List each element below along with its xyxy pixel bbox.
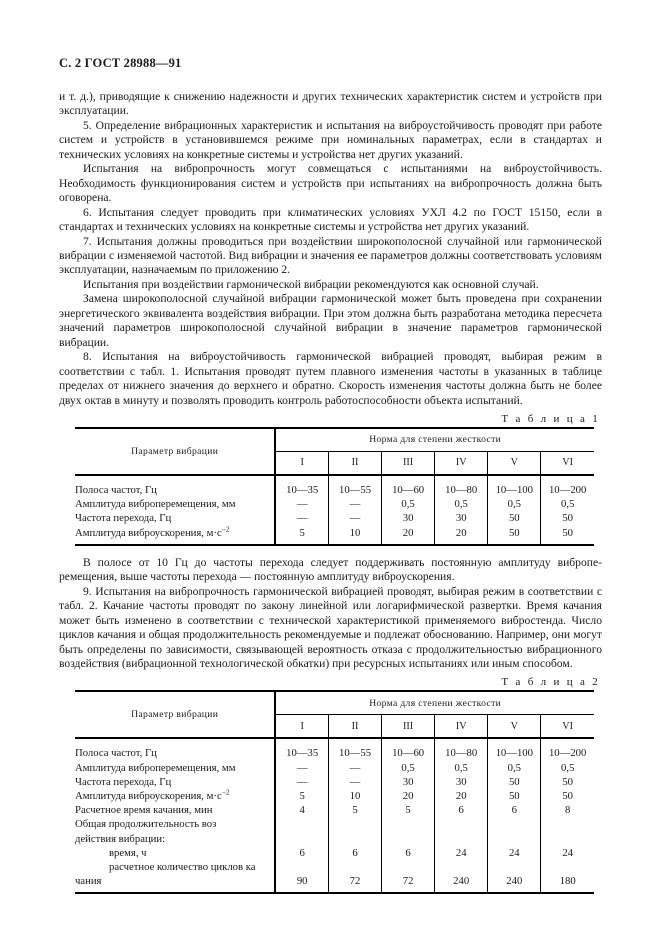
table2-subrow-cycles-col2: 72 (328, 874, 381, 888)
table2-subrow-time-col3: 6 (382, 846, 435, 860)
table2-row2-col2: — (328, 761, 381, 775)
table1-row2-col5: 0,5 (488, 497, 541, 511)
table2-caption: Т а б л и ц а 2 (501, 676, 600, 689)
table1-row3-label: Частота перехода, Гц (75, 512, 172, 525)
table1-row2-col3: 0,5 (382, 497, 435, 511)
table-row (75, 526, 594, 540)
table2-row4-col3: 20 (382, 789, 435, 803)
table2-subrow-time-col4: 24 (435, 846, 488, 860)
table2-header-degree-5: V (488, 715, 541, 739)
table1-caption: Т а б л и ц а 1 (501, 412, 600, 425)
table1-header-degree-2: II (328, 451, 381, 475)
table1-row4-col5: 50 (488, 526, 541, 540)
table-vibration-norms-1 (75, 427, 594, 546)
table1-spacer-cell (75, 475, 275, 483)
table2-header-degree-3: III (382, 715, 435, 739)
table1-row4-col2: 10 (328, 526, 381, 540)
table2-row4-label-superscript: −2 (221, 788, 230, 797)
table1-row2-col6: 0,5 (541, 497, 594, 511)
paragraph-item-7: 7. Испытания должны проводиться при воздействии широкополосной случайной или гармонической вибрации с изменяемой частотой. Вид вибрации и значения ее параметров должны соответствовать условиям эксплуатации, назначаемым по приложению 2. (59, 234, 602, 277)
table2-row5-col6: 8 (541, 803, 594, 817)
table2-subrow-time-col5: 24 (488, 846, 541, 860)
table-row (75, 761, 594, 775)
table2-row1-col1: 10—35 (275, 746, 328, 760)
table2-row3-col1: — (275, 775, 328, 789)
table2-row5-col5: 6 (488, 803, 541, 817)
table1-header-parameter: Параметр вибрации (75, 428, 275, 475)
table1-row3-col5: 50 (488, 511, 541, 525)
table2-row1-col3: 10—60 (382, 746, 435, 760)
paragraph-band-note: В полосе от 10 Гц до частоты перехода следует поддерживать постоянную амплитуду виброперемещения, выше частоты перехода — постоянную амплитуду виброускорения. (59, 555, 602, 584)
table2-subrow-time-label: время, ч (109, 846, 147, 859)
table2-grouplabel-line1: Общая продолжительность воз (75, 818, 217, 831)
document-body (59, 90, 602, 894)
table2-row5-col2: 5 (328, 803, 381, 817)
paragraph-replacement: Замена широкополосной случайной вибрации гармонической может быть проведена при сохранении энергетического эквивалента воздействия вибрации. При этом должна быть разработана методика пересчета значений параметров широкополосной случайной вибрации в значение параметров гармонической вибрации. (59, 292, 602, 349)
table2-row3-col5: 50 (488, 775, 541, 789)
table1-wrapper (59, 427, 602, 546)
table2-row2-col6: 0,5 (541, 761, 594, 775)
table1-row3-col6: 50 (541, 511, 594, 525)
spacer-after-table1 (59, 546, 602, 556)
paragraph-harmonic-main: Испытания при воздействии гармонической вибрации рекомендуются как основной случай. (83, 277, 539, 291)
table-row (75, 832, 594, 846)
table2-row2-col4: 0,5 (435, 761, 488, 775)
table1-row4-col3: 20 (382, 526, 435, 540)
table2-row4-col5: 50 (488, 789, 541, 803)
table-row (75, 483, 594, 497)
table2-header-group: Норма для степени жесткости (275, 691, 594, 715)
table1-header-degree-6: VI (541, 451, 594, 475)
table1-row2-label: Амплитуда виброперемещения, мм (75, 498, 236, 511)
paragraph-item-9: 9. Испытания на вибропрочность гармонической вибрацией проводят, выбирая режим в соответствии с табл. 2. Качание частоты проводят по закону линейной или логарифмической развертки. Время качания может быть изменено в соответствии с технической характеристикой применяемого вибростенда. Число циклов качания и общая продолжительность рекомендуемые и подлежат обоснованию. Например, они могут быть определены по зависимости, связывающей вероятность отказа с продолжительностью вибрационного воздействия (вибрационной технологической обкатки) при ресурсных испытаниях или иным способом. (59, 584, 602, 670)
table1-row1-col5: 10—100 (488, 483, 541, 497)
table2-row5-label: Расчетное время качания, мин (75, 804, 213, 817)
table1-row1-col4: 10—80 (435, 483, 488, 497)
table2-row4-col6: 50 (541, 789, 594, 803)
page-running-header: С. 2 ГОСТ 28988—91 (59, 56, 182, 70)
table1-row1-col6: 10—200 (541, 483, 594, 497)
table1-row1-col3: 10—60 (382, 483, 435, 497)
table2-header-degree-6: VI (541, 715, 594, 739)
table1-row4-label-text: Амплитуда виброускорения, м·с (75, 526, 222, 539)
table2-subrow-time-col6: 24 (541, 846, 594, 860)
table2-row3-col3: 30 (382, 775, 435, 789)
table2-row3-col2: — (328, 775, 381, 789)
table-row (75, 775, 594, 789)
table2-row2-col3: 0,5 (382, 761, 435, 775)
table2-row1-col2: 10—55 (328, 746, 381, 760)
table2-header-degree-1: I (275, 715, 328, 739)
table2-row1-col6: 10—200 (541, 746, 594, 760)
table-row (75, 497, 594, 511)
table2-row1-col5: 10—100 (488, 746, 541, 760)
table2-row2-col1: — (275, 761, 328, 775)
table1-header-degree-4: IV (435, 451, 488, 475)
paragraph-item-6: 6. Испытания следует проводить при климатических условиях УХЛ 4.2 по ГОСТ 15150, если в стандартах и технических условиях на конкретные системы и устройства нет других указаний. (59, 205, 602, 234)
table-row (75, 817, 594, 831)
table-row (75, 789, 594, 803)
table2-subrow-cycles-label-line2: чания (75, 875, 102, 888)
table1-row2-col1: — (275, 497, 328, 511)
table-row (75, 860, 594, 874)
table2-row1-label: Полоса частот, Гц (75, 747, 157, 760)
table1-row3-col1: — (275, 511, 328, 525)
table2-row4-col2: 10 (328, 789, 381, 803)
table2-subrow-cycles-col3: 72 (382, 874, 435, 888)
table2-row4-label (75, 789, 275, 803)
table-row (75, 846, 594, 860)
table1-row1-col1: 10—35 (275, 483, 328, 497)
table2-subrow-cycles-col1: 90 (275, 874, 328, 888)
table2-row2-col5: 0,5 (488, 761, 541, 775)
table2-subrow-time-col1: 6 (275, 846, 328, 860)
table2-subrow-cycles-col6: 180 (541, 874, 594, 888)
table-row (75, 803, 594, 817)
table2-subrow-cycles-col5: 240 (488, 874, 541, 888)
table1-row3-col2: — (328, 511, 381, 525)
table1-row4-label-superscript: −2 (221, 525, 230, 534)
table1-row1-col2: 10—55 (328, 483, 381, 497)
table1-row4-col4: 20 (435, 526, 488, 540)
table2-row5-col4: 6 (435, 803, 488, 817)
table1-row3-col3: 30 (382, 511, 435, 525)
table2-subrow-cycles-label-line1: расчетное количество циклов ка (109, 861, 256, 874)
table2-row5-col1: 4 (275, 803, 328, 817)
table2-header-degree-4: IV (435, 715, 488, 739)
paragraph-vibrostrength: Испытания на вибропрочность могут совмещаться с испытаниями на виброустойчивость. Необходимость функционирования систем и устройств при испытаниях на вибропрочность должна быть оговорена. (59, 162, 602, 205)
table2-spacer-cell (75, 738, 275, 746)
paragraph-continuation: и т. д.), приводящие к снижению надежности и других технических характеристик систем и устройств при эксплуатации. (59, 90, 602, 118)
table1-row2-col4: 0,5 (435, 497, 488, 511)
table2-row5-col3: 5 (382, 803, 435, 817)
paragraph-item-5: 5. Определение вибрационных характеристик и испытания на виброустойчивость проводят при работе систем и устройств в установившемся режиме при номинальных параметрах, если в стандартах и технических условиях на конкретные системы и устройства нет других указаний. (59, 118, 602, 161)
table2-row3-col6: 50 (541, 775, 594, 789)
table2-header-parameter: Параметр вибрации (75, 691, 275, 738)
table2-subrow-cycles-col4: 240 (435, 874, 488, 888)
table1-header-degree-5: V (488, 451, 541, 475)
table-vibration-norms-2 (75, 690, 594, 894)
table2-row2-label: Амплитуда виброперемещения, мм (75, 761, 236, 774)
table1-header-group: Норма для степени жесткости (275, 428, 594, 452)
table1-header-degree-1: I (275, 451, 328, 475)
table2-row4-label-text: Амплитуда виброускорения, м·с (75, 790, 222, 803)
table2-header-degree-2: II (328, 715, 381, 739)
table2-row3-label: Частота перехода, Гц (75, 775, 172, 788)
table2-row4-col1: 5 (275, 789, 328, 803)
table2-row4-col4: 20 (435, 789, 488, 803)
table2-grouplabel-line2: действия вибрации: (75, 832, 166, 845)
table1-row2-col2: — (328, 497, 381, 511)
table2-row3-col4: 30 (435, 775, 488, 789)
table1-row4-label (75, 526, 275, 540)
table-row (75, 874, 594, 888)
table-row (75, 511, 594, 525)
table1-row3-col4: 30 (435, 511, 488, 525)
table1-row1-label: Полоса частот, Гц (75, 483, 157, 496)
paragraph-item-8: 8. Испытания на виброустойчивость гармонической вибрацией проводят, выбирая режим в соответствии с табл. 1. Испытания проводят путем плавного изменения частоты в указанных в таблице пределах от нижнего значения до верхнего и обратно. Скорость изменения частоты должна быть не более двух октав в минуту и позволять проводить контроль работоспособности объекта испытаний. (59, 350, 602, 407)
table2-row1-col4: 10—80 (435, 746, 488, 760)
table1-row4-col6: 50 (541, 526, 594, 540)
table2-wrapper (59, 690, 602, 894)
table1-header-degree-3: III (382, 451, 435, 475)
table1-row4-col1: 5 (275, 526, 328, 540)
table2-subrow-time-col2: 6 (328, 846, 381, 860)
table-row (75, 746, 594, 760)
